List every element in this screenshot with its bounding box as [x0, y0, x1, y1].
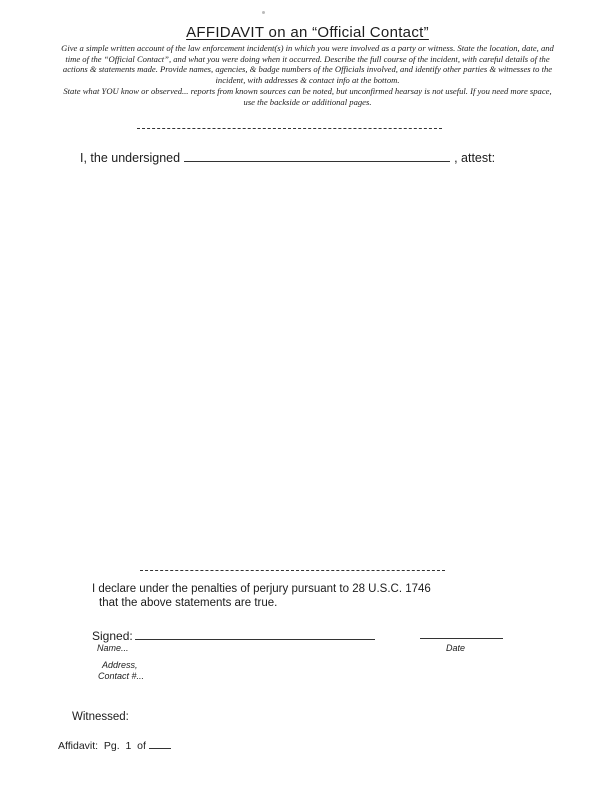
document-title: AFFIDAVIT on an “Official Contact” [186, 24, 429, 41]
instructions [60, 43, 555, 108]
declaration-line-2: that the above statements are true. [99, 597, 278, 609]
separator-bottom [140, 560, 445, 571]
page-label: Affidavit: Pg. 1 of [58, 740, 146, 752]
date-field[interactable] [420, 638, 503, 639]
witnessed-label: Witnessed: [72, 711, 129, 723]
signed-label: Signed: [92, 629, 133, 643]
scan-speck [262, 11, 265, 14]
undersigned-name-field[interactable] [184, 149, 450, 162]
attest-suffix: , attest: [454, 151, 496, 165]
separator-top [137, 118, 442, 129]
date-label: Date [446, 643, 466, 653]
address-label: Address, [102, 660, 138, 670]
attest-prefix: I, the undersigned [80, 151, 181, 165]
instructions-paragraph-1: Give a simple written account of the law enforcement incident(s) in which you were involved as a party or witness. State the location, date, and time of the “Official Contact”, and what you were doing when it occurred. Describe the full course of the incident, with careful details of the actions & statements made. Provide names, agencies, & badge numbers of the Officials involved, and identify other parties & witnesses to the incident, with addresses & contact info at the bottom. [61, 43, 554, 85]
instructions-paragraph-2: State what YOU know or observed... reports from known sources can be noted, but unconfirmed hearsay is not useful. If you need more space, use the backside or additional pages. [63, 86, 552, 107]
contact-label: Contact #... [98, 671, 145, 681]
page-number [58, 739, 171, 752]
attest-line [80, 149, 495, 165]
name-label: Name... [97, 643, 129, 653]
declaration-line-1: I declare under the penalties of perjury pursuant to 28 U.S.C. 1746 [92, 583, 431, 595]
declaration [92, 582, 431, 610]
signature-field[interactable] [135, 627, 375, 640]
total-pages-field[interactable] [149, 739, 171, 749]
signature-line [92, 627, 375, 643]
